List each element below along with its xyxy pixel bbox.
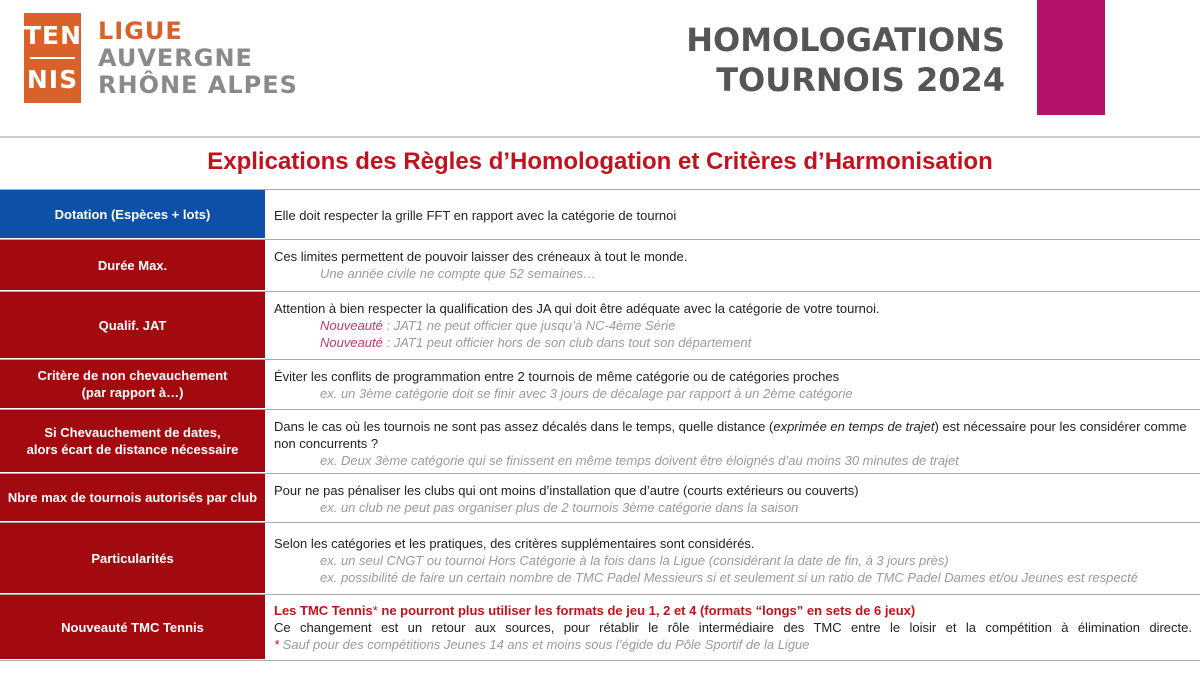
row-label-duree: Durée Max.	[0, 240, 265, 291]
row-text: Dans le cas où les tournois ne sont pas assez décalés dans le temps, quelle distance (	[274, 419, 774, 434]
rules-table	[0, 189, 1200, 661]
league-name	[98, 18, 298, 99]
row-cell	[265, 292, 1200, 359]
label-line-2: (par rapport à…)	[81, 385, 184, 400]
row-cell	[265, 474, 1200, 522]
table-row	[0, 360, 1200, 410]
row-label-distance	[0, 410, 265, 473]
label-line-2: alors écart de distance nécessaire	[26, 442, 239, 457]
section-subtitle: Explications des Règles d’Homologation et Critères d’Harmonisation	[207, 148, 993, 175]
header-divider	[0, 136, 1200, 138]
league-line-3: RHÔNE ALPES	[98, 71, 298, 99]
table-row	[0, 190, 1200, 240]
row-example: ex. un club ne peut pas organiser plus de 2 tournois 3ème catégorie dans la saison	[320, 500, 799, 515]
row-label-qualif: Qualif. JAT	[0, 292, 265, 359]
row-headline	[274, 602, 1192, 619]
league-line-2: AUVERGNE	[98, 44, 253, 72]
row-text: Attention à bien respecter la qualification des JA qui doit être adéquate avec la catégorie de votre tournoi.	[274, 301, 880, 316]
row-footnote	[274, 636, 1192, 653]
row-text: Ce changement est un retour aux sources, pour rétablir le rôle intermédiaire des TMC entre le loisir et la compétition à élimination directe.	[274, 620, 1192, 635]
row-label-chevauchement	[0, 360, 265, 409]
row-label-tmc: Nouveauté TMC Tennis	[0, 595, 265, 660]
headline-text: Les TMC Tennis	[274, 603, 373, 618]
logo-text-top: TEN	[24, 21, 83, 50]
page-title	[686, 20, 1005, 100]
logo-text-bottom: NIS	[26, 65, 79, 94]
row-text: ) est nécessaire pour les considérer comme non concurrents ?	[274, 419, 1187, 451]
row-text: Éviter les conflits de programmation entre 2 tournois de même catégorie ou de catégories proches	[274, 369, 840, 384]
row-example: Une année civile ne compte que 52 semaines…	[320, 266, 597, 281]
table-row	[0, 410, 1200, 474]
row-new-1	[274, 317, 1192, 334]
accent-bar	[1037, 0, 1105, 115]
row-text: Elle doit respecter la grille FFT en rapport avec la catégorie de tournoi	[274, 208, 677, 223]
footnote-text: Sauf pour des compétitions Jeunes 14 ans et moins sous l’égide du Pôle Sportif de la Ligue	[279, 637, 810, 652]
label-line-1: Critère de non chevauchement	[37, 368, 228, 383]
row-cell	[265, 595, 1200, 660]
row-text: Pour ne pas pénaliser les clubs qui ont moins d’installation que d’autre (courts extérieurs ou couverts)	[274, 483, 859, 498]
table-row	[0, 474, 1200, 523]
row-example: ex. Deux 3ème catégorie qui se finissent en même temps doivent être éloignés d’au moins 30 minutes de trajet	[320, 453, 959, 468]
row-cell	[265, 240, 1200, 291]
row-new-2	[274, 334, 1192, 351]
new-tag: Nouveauté	[320, 335, 383, 350]
row-label-nbre-max: Nbre max de tournois autorisés par club	[0, 474, 265, 522]
headline-text: ne pourront plus utiliser les formats de jeu 1, 2 et 4 (formats “longs” en sets de 6 jeux)	[377, 603, 916, 618]
logo-divider	[30, 57, 75, 59]
table-row	[0, 240, 1200, 292]
row-label-particularites: Particularités	[0, 523, 265, 594]
label-line-1: Si Chevauchement de dates,	[44, 425, 221, 440]
table-row	[0, 595, 1200, 661]
row-text: Selon les catégories et les pratiques, des critères supplémentaires sont considérés.	[274, 536, 755, 551]
row-example: ex. un 3ème catégorie doit se finir avec 3 jours de décalage par rapport à un 2ème catégorie	[320, 386, 853, 401]
new-text: : JAT1 ne peut officier que jusqu’à NC-4ème Série	[382, 318, 676, 333]
row-example: ex. possibilité de faire un certain nombre de TMC Padel Messieurs si et seulement si un ratio de TMC Padel Dames et/ou Jeunes est respecté	[320, 570, 1138, 585]
new-tag: Nouveauté	[320, 318, 383, 333]
row-label-dotation: Dotation (Espèces + lots)	[0, 190, 265, 239]
page-title-line-1: HOMOLOGATIONS	[686, 21, 1005, 59]
asterisk: *	[274, 637, 280, 652]
row-text: Ces limites permettent de pouvoir laisser des créneaux à tout le monde.	[274, 249, 688, 264]
table-row	[0, 523, 1200, 595]
row-cell	[265, 360, 1200, 409]
new-text: : JAT1 peut officier hors de son club dans tout son département	[382, 335, 752, 350]
row-cell	[265, 523, 1200, 594]
league-line-1: LIGUE	[98, 17, 183, 45]
table-row	[0, 292, 1200, 360]
page-title-line-2: TOURNOIS 2024	[716, 61, 1005, 99]
asterisk: *	[372, 603, 378, 618]
row-example: ex. un seul CNGT ou tournoi Hors Catégorie à la fois dans la Ligue (considérant la date de fin, à 3 jours près)	[320, 553, 949, 568]
row-cell	[265, 410, 1200, 473]
row-text-emphasis: exprimée en temps de trajet	[773, 419, 935, 434]
tennis-logo	[24, 13, 81, 103]
